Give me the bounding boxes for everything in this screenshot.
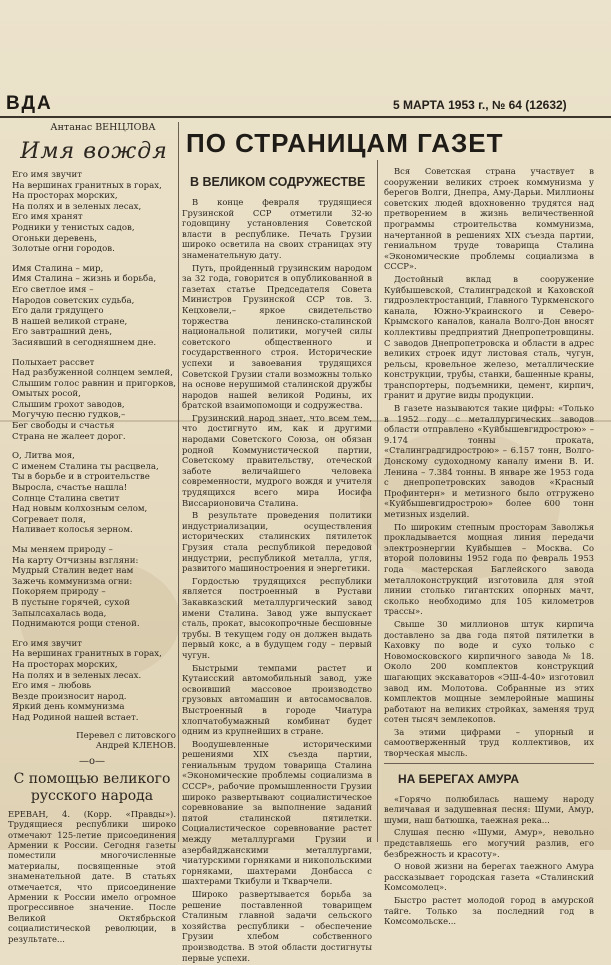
poem-line: Над разбуженной солнцем землей, xyxy=(12,368,173,379)
poem-line: Покоряем природу – xyxy=(12,587,106,598)
article-paragraph: Воодушевленные историческими решениями XIX съезда партии, гениальным трудом товарища Сталина «Экономические проблемы социализма в СССР», рабочие промышленности Грузии широко развертывают социалистическое соревнование за выполнение заданий пятой сталинской пятилетки. Социалистическое соревнование растет между металлургами Грузии и азербайджанскими металлургами, чиатурскими горняками и никопольскими горняками, шахтерами Донбасса с шахтерами Ткибули и Ткварчели. xyxy=(182,738,372,887)
poem-line: В пустыне горячей, сухой xyxy=(12,597,130,608)
page-title: ПО СТРАНИЦАМ ГАЗЕТ xyxy=(186,128,504,158)
poem-line: На вершинах гранитных в горах, xyxy=(12,180,162,191)
article-paragraph: Достойный вклад в сооружение Куйбышевской, Сталинградской и Каховской гидроэлектростанций, Главного Туркменского канала, Южно-Украинского и Северо-Крымского каналов, канала Волго-Дон вносят коллективы предприятий Днепропетровщины. С заводов Днепропетровска и области в адрес великих строек идут листовая сталь, чугун, рельсы, кровельное железо, металлические конструкции, трубы, станки, башенные краны, транспортеры, подъемники, цемент, кирпич, гранит и другие виды продукции. xyxy=(384,273,594,401)
article-paragraph: О новой жизни на берегах таежного Амура рассказывает городская газета «Сталинский Комсомолец». xyxy=(384,861,594,893)
construction-column xyxy=(384,166,594,929)
article-paragraph: По широким степным просторам Заволжья прокладывается мощная линия передачи электроэнергии Куйбышев – Москва. Со второй половины 1952 года по февраль 1953 года мастерская Баглейского завода металлоконструкций изготовила для этой линии столько гигантских опорных мачт, сколько необходимо для 105 километров трассы». xyxy=(384,521,594,617)
poem-line: С именем Сталина ты расцвела, xyxy=(12,461,159,472)
ornament-divider: —o— xyxy=(78,755,106,767)
article-paragraph: Грузинский народ знает, что всем тем, что достигнуто им, как и другими народами Советского Союза, он обязан родной Коммунистической партии, Советскому правительству, отеческой заботе величайшего человека современности, мудрого вождя и учителя трудящихся всего мира Иосифа Виссарионовича Сталина. xyxy=(182,412,372,508)
article-paragraph: Вся Советская страна участвует в сооружении великих строек коммунизма у берегов Волги, Днепра, Аму-Дарьи. Миллионы советских людей вдохновенно трудятся над претворением в жизнь величественной программы строительства коммунизма, начертанной в решениях XIX съезда партии, гениальном труде товарища Сталина «Экономические проблемы социализма в СССР». xyxy=(384,166,594,272)
commonwealth-heading: В ВЕЛИКОМ СОДРУЖЕСТВЕ xyxy=(190,175,366,189)
poem-line: Страна не жалеет дорог. xyxy=(12,431,126,442)
poem-line: Могучую песню гудков,– xyxy=(12,410,126,421)
section-rule xyxy=(384,763,594,764)
poem-line: Засиявший в сегодняшнем дне. xyxy=(12,337,157,348)
poem-line: Его имя звучит xyxy=(12,638,82,649)
poem-stanza xyxy=(12,639,176,724)
translator-line: Перевел с литовского xyxy=(76,730,176,741)
poem-line: На карту Отчизны взгляни: xyxy=(12,555,139,566)
article-paragraph: Гордостью трудящихся республики является построенный в Рустави Закавказский металлургический завод имени Сталина. Завод уже выпускает сталь, прокат, высокопрочные бесшовные трубы. В текущем году он должен выдать первый кокс, а в будущем году – первый чугун. xyxy=(182,575,372,660)
header-rule xyxy=(0,116,611,118)
poem-stanza xyxy=(12,264,176,349)
article-paragraph: В результате проведения политики индустриализации, осуществления исторических сталинских пятилеток Грузия стала республикой передовой индустрии, республикой металла, угля, развитого машиностроения и энергетики. xyxy=(182,510,372,574)
poem-stanza xyxy=(12,451,176,536)
poem-line: Мудрый Сталин ведет нам xyxy=(12,566,134,577)
poem-line: Его имя звучит xyxy=(12,170,82,180)
column-divider xyxy=(178,122,179,842)
poem-line: Над новым колхозным селом, xyxy=(12,504,148,515)
poem-line: Бег свободы и счастья xyxy=(12,421,115,432)
poem-line: На вершинах гранитных в горах, xyxy=(12,649,162,660)
translator-credit xyxy=(8,731,176,752)
poem-line: Его дали грядущего xyxy=(12,306,104,317)
poem-line: Полыхает рассвет xyxy=(12,357,95,368)
poem-line: Народов советских судьба, xyxy=(12,295,135,306)
poem-line: Его светлое имя – xyxy=(12,284,94,295)
poem-line: Яркий день коммунизма xyxy=(12,702,125,713)
article-paragraph: «Горячо полюбилась нашему народу величавая и задушевная песня: Шуми, Амур, шуми, наш батюшка, таежная река... xyxy=(384,793,594,825)
poem-line: Ты в борьбе и в строительстве xyxy=(12,472,150,483)
poem-line: Огоньки деревень, xyxy=(12,233,97,244)
poem-stanza xyxy=(12,545,176,630)
amur-heading: НА БЕРЕГАХ АМУРА xyxy=(398,771,520,786)
article-paragraph: Широко развертывается борьба за решение поставленной товарищем Сталиным главной задачи сельского хозяйства республики – обеспечение Грузии хлебом собственного производства. В этой области достигнуты первые успехи. xyxy=(182,889,372,963)
poem-line: Имя Сталина – жизнь и борьба, xyxy=(12,274,157,285)
article-paragraph: За этими цифрами – упорный и самоотверженный труд коллективов, их творческая мысль. xyxy=(384,726,594,759)
article-paragraph: Слушая песню «Шуми, Амур», невольно представляешь его могучий разлив, его безбрежность и красоту». xyxy=(384,827,594,859)
article-paragraph: В газете называются такие цифры: «Только в 1952 году с металлургических заводов области отправлено «Куйбышевгидрострою» – 9.174 тонны проката, «Сталинградгидрострою» – 6.157 тонн, Волго-Донскому судоходному каналу имени В. И. Ленина – 7.384 тонны. В январе же 1953 года с днепропетровских заводов «Красный Профинтерн» и метизного было отгружено «Куйбышевгидрострою» более 600 тонн метизных изделий. xyxy=(384,403,594,519)
masthead: ВДА xyxy=(6,93,53,114)
poem-line: Омытых росой, xyxy=(12,389,81,400)
poem-line: Его завтрашний день, xyxy=(12,327,113,338)
poem-line: Солнце Сталина светит xyxy=(12,493,120,504)
article-paragraph: Быстрыми темпами растет и Кутаисский автомобильный завод, уже освоивший массовое производство грузовых автомашин и автосамосвалов. Выстроенный в городе Чиатура хлопчатобумажный комбинат будет одним из крупнейших в стране. xyxy=(182,662,372,737)
article-paragraph: Свыше 30 миллионов штук кирпича доставлено за два года пятой пятилетки в Каховку по воде и сухо только с Новомосковского кирпичного завода № 18. Около 200 комплектов конструкций шагающих экскаваторов «ЭШ-4-40» изготовил завод им. Молотова. Собранные из этих комплектов мощные землеройные машины работают на великих стройках, заменяя труд сотен тысяч землекопов. xyxy=(384,618,594,725)
armenia-heading: С помощью великого русского народа xyxy=(13,770,171,804)
poem-line: Согревает поля, xyxy=(12,514,86,525)
poem-line: На просторах морских, xyxy=(12,659,118,670)
poem-line: Золотые огни городов. xyxy=(12,244,115,255)
column-divider xyxy=(377,160,378,842)
poem-stanza xyxy=(12,358,176,443)
poem-line: На полях и в зеленых лесах. xyxy=(12,670,142,681)
poem-title: Имя вождя xyxy=(20,139,168,164)
poem-line: Родники у тенистых садов, xyxy=(12,222,135,233)
poem-line: Его имя хранят xyxy=(12,212,83,223)
article-paragraph: Быстро растет молодой город в амурской тайге. Только за последний год в Комсомольске... xyxy=(384,895,594,927)
poem-author: Антанас ВЕНЦЛОВА xyxy=(50,122,156,133)
poem-line: Зажечь коммунизма огни: xyxy=(12,576,133,587)
poem-line: Запылсахалась вода, xyxy=(12,608,107,619)
poem-stanza xyxy=(12,170,176,255)
poem-line: Имя Сталина – мир, xyxy=(12,263,104,274)
translator-line: Андрей КЛЕНОВ. xyxy=(95,741,176,752)
poem-line: Наливает колосья зерном. xyxy=(12,525,133,536)
poem-line: В нашей великой стране, xyxy=(12,316,128,327)
poem-line: Над Родиной нашей встает. xyxy=(12,712,139,723)
poem-column xyxy=(8,122,176,944)
poem-line: Везде произносит народ. xyxy=(12,691,127,702)
poem-line: Его имя – любовь xyxy=(12,681,92,692)
poem-line: Мы меняем природу – xyxy=(12,545,113,555)
poem-line: Выросла, счастье нашла! xyxy=(12,483,128,494)
poem-line: Слышим грохот заводов, xyxy=(12,399,125,410)
article-paragraph: Путь, пройденный грузинским народом за 32 года, говорится в опубликованной в газетах статье Председателя Совета Министров Грузинской ССР тов. З. Кецховели,– яркое свидетельство торжества ленинско-сталинской национальной политики, могучей силы советского общественного и государственного строя. Исторические успехи и завоевания трудящихся Советской Грузии стали возможны только на основе нерушимой сталинской дружбы народов нашей великой Родины, их братской взаимопомощи и содружества. xyxy=(182,262,372,411)
poem-line: На полях и в зеленых лесах, xyxy=(12,201,142,212)
poem-line: На просторах морских, xyxy=(12,191,118,202)
poem-line: О, Литва моя, xyxy=(12,451,75,462)
poem-line: Слышим голос равнин и пригорков, xyxy=(12,378,176,389)
poem-line: Поднимаются рощи стеной. xyxy=(12,619,140,630)
armenia-text: ЕРЕВАН, 4. (Корр. «Правды»). Трудящиеся республики широко отмечают 125-летие присоединения Армении к России. Сегодня газеты поместили многочисленные материалы, посвященные этой знаменательной дате. В статьях отмечается, что присоединение Армении к России имело огромное прогрессивное значение. После Великой Октябрьской социалистической революции, в результате... xyxy=(8,808,176,944)
issue-line: 5 МАРТА 1953 г., № 64 (12632) xyxy=(393,98,567,112)
commonwealth-column xyxy=(182,175,372,965)
article-paragraph: В конце февраля трудящиеся Грузинской ССР отметили 32-ю годовщину установления Советской власти в республике. Печать Грузии широко осветила на своих страницах эту знаменательную дату. xyxy=(182,197,372,260)
header xyxy=(0,0,611,118)
